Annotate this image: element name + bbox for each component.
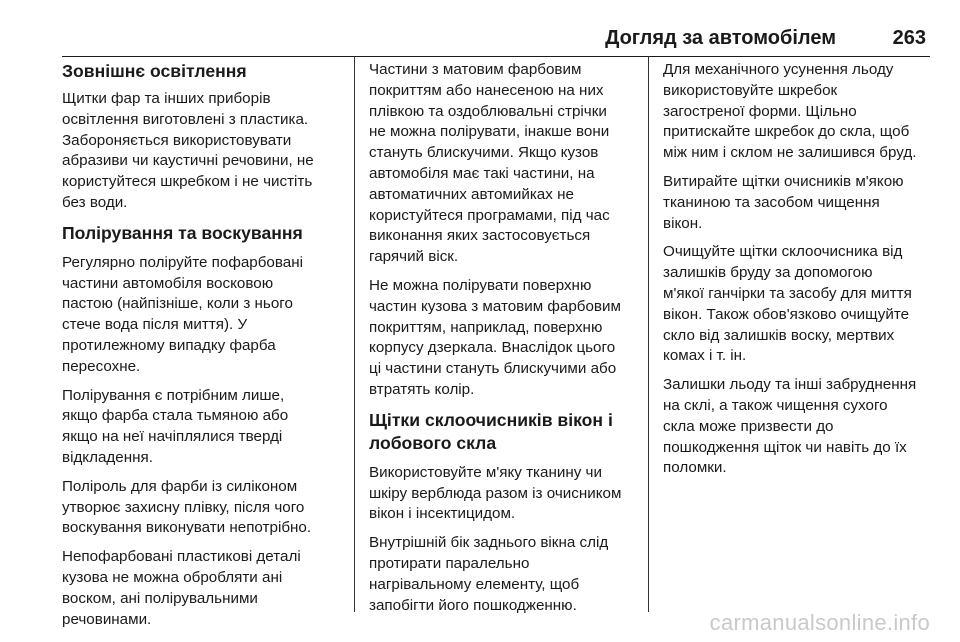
page-header xyxy=(62,0,930,57)
paragraph: Частини з матовим фарбовим покриттям або нанесеною на них плівкою та оздоблювальні стрічки не можна полірувати, інакше вони стануть блискучими. Якщо кузов автомобіля має такі частини, на автоматичних автомийках не користуйтеся програмами, під час виконання яких застосовується гарячий віск. xyxy=(369,61,610,266)
paragraph: Щитки фар та інших приборів освітлення виготовлені з пластика. Забороняється використовувати абразиви чи каустичні речовини, не користуйтеся шкребком і не чистіть без води. xyxy=(62,90,314,211)
paragraph: Полірування є потрібним лише, якщо фарба стала тьмяною або якщо на неї начіплялися тверді відкладення. xyxy=(62,386,289,466)
paragraph: Поліроль для фарби із силіконом утворює захисну плівку, після чого воскування виконувати непотрібно. xyxy=(62,477,312,537)
paragraph: Непофарбовані пластикові деталі кузова не можна обробляти ані воском, ані полірувальними речовинами. xyxy=(62,548,301,628)
paragraph: Внутрішній бік заднього вікна слід протирати паралельно нагрівальному елементу, щоб запобігти його пошкодженню. xyxy=(369,534,609,614)
section-heading-polishing: Полірування та воскування xyxy=(62,222,303,243)
watermark: carmanualsonline.info xyxy=(709,610,930,635)
paragraph: Залишки льоду та інші забруднення на склі, а також чищення сухого скла може призвести до пошкодження щіток чи навіть до їх поломки. xyxy=(663,376,917,477)
paragraph: Регулярно поліруйте пофарбовані частини автомобіля восковою пастою (найпізніше, коли з нього стече вода після миття). У протилежному випадку фарба пересохне. xyxy=(62,253,303,375)
paragraph: Використовуйте м'яку тканину чи шкіру верблюда разом із очисником вікон і інсектицидом. xyxy=(369,463,622,523)
paragraph: Витирайте щітки очисників м'якою тканиною та засобом чищення вікон. xyxy=(663,172,904,232)
paragraph: Не можна полірувати поверхню частин кузова з матовим фарбовим покриттям, наприклад, поверхню корпусу дзеркала. Внаслідок цього ці частини стануть блискучими або втратять колір. xyxy=(369,276,621,398)
section-heading-exterior-lighting: Зовнішнє освітлення xyxy=(62,61,247,81)
column-divider-left xyxy=(354,56,355,612)
column-3 xyxy=(663,60,943,487)
paragraph: Очищуйте щітки склоочисника від залишків бруду за допомогою м'якої ганчірки та засобу для миття вікон. Також обов'язково очищуйте скло від залишків воску, мертвих комах і т. ін. xyxy=(663,243,912,365)
page-title: Догляд за автомобілем xyxy=(605,27,836,49)
section-heading-wipers: Щітки склоочисників вікон і лобового скла xyxy=(369,409,613,453)
paragraph: Для механічного усунення льоду використовуйте шкребок загостреної форми. Щільно притискайте шкребок до скла, щоб між ним і склом не залишився бруд. xyxy=(663,61,917,162)
page-number: 263 xyxy=(892,27,926,49)
column-1 xyxy=(62,60,342,638)
column-2 xyxy=(369,60,649,624)
